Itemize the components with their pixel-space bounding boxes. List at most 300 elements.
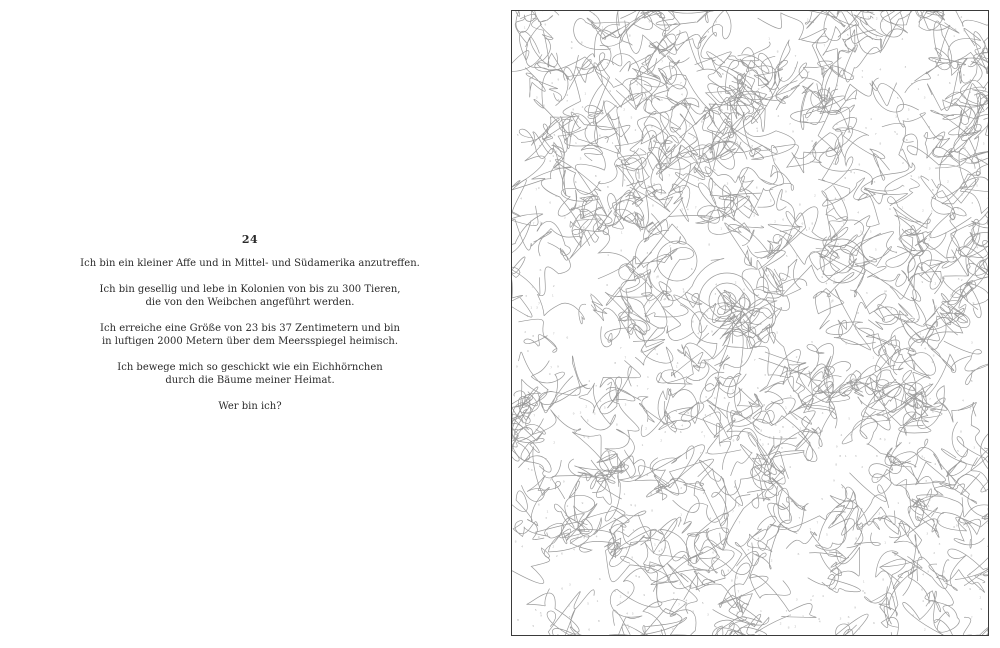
puzzle-region-number: 7 [655,275,658,280]
puzzle-region-number: 6 [537,502,540,507]
puzzle-region-number: 9 [743,606,746,611]
puzzle-region-number: 9 [974,57,977,62]
puzzle-region-number: 3 [810,340,813,345]
puzzle-region-number: 8 [809,151,812,156]
puzzle-region-number: 9 [969,586,972,591]
puzzle-region-number: 4 [755,126,758,131]
puzzle-region-number: 6 [720,107,723,112]
puzzle-region-number: 7 [674,610,676,615]
puzzle-region-number: 4 [946,194,948,199]
puzzle-region-number: 4 [757,536,760,541]
puzzle-region-number: 8 [857,310,860,315]
puzzle-region-number: 7 [566,98,569,103]
puzzle-region-number: 9 [821,275,824,280]
puzzle-region-number: 6 [679,430,682,435]
puzzle-region-number: 9 [630,502,633,507]
puzzle-region-line [825,117,869,190]
puzzle-region-number: 3 [796,528,799,533]
puzzle-region-number: 1 [710,119,713,124]
puzzle-region-number: 2 [947,179,949,184]
puzzle-region-number: 3 [536,305,538,310]
puzzle-region-number: 9 [972,300,975,305]
puzzle-region-number: 6 [568,257,571,262]
puzzle-region-number: 5 [769,198,772,203]
puzzle-region-number: 8 [904,425,906,430]
puzzle-region-number: 5 [826,532,828,537]
puzzle-region-line [676,11,731,69]
puzzle-region-number: 7 [806,118,809,122]
puzzle-region-number: 1 [666,422,669,427]
puzzle-region-number: 3 [741,359,744,364]
puzzle-region-number: 4 [675,21,678,26]
puzzle-region-number: 6 [615,197,618,202]
puzzle-region-number: 7 [595,384,598,388]
puzzle-region-number: 3 [973,445,976,450]
puzzle-region-number: 9 [528,410,531,415]
puzzle-region-number: 6 [767,545,770,550]
puzzle-region-line [691,312,732,372]
puzzle-region-number: 1 [931,360,934,365]
puzzle-region-number: 9 [767,524,770,529]
puzzle-region-number: 3 [970,340,973,345]
puzzle-region-number: 7 [809,527,812,532]
puzzle-region-number: 2 [781,99,784,104]
puzzle-region-number: 3 [636,171,639,175]
puzzle-region-number: 8 [970,379,973,383]
puzzle-region-number: 2 [906,13,909,18]
puzzle-region-number: 8 [622,527,625,532]
puzzle-region-number: 9 [883,289,886,294]
puzzle-region-line [740,165,794,207]
puzzle-region-number: 2 [795,354,798,359]
puzzle-region-number: 1 [606,61,609,66]
puzzle-region-number: 1 [596,599,599,603]
puzzle-region-number: 1 [953,34,956,39]
puzzle-region-number: 8 [962,73,965,77]
puzzle-region-number: 1 [768,36,771,41]
puzzle-region-number: 3 [847,269,849,274]
puzzle-region-number: 1 [827,197,830,202]
puzzle-region-number: 1 [767,498,770,502]
puzzle-region-number: 6 [588,627,591,632]
puzzle-region-number: 4 [840,432,843,437]
puzzle-region-number: 3 [707,29,710,34]
puzzle-region-number: 8 [905,138,908,143]
puzzle-region-number: 3 [746,143,749,148]
puzzle-region-number: 3 [878,511,881,516]
puzzle-region-number: 9 [540,613,543,618]
puzzle-region-number: 3 [854,454,857,459]
riddle-number: 24 [241,233,259,246]
puzzle-region-number: 7 [625,547,628,552]
puzzle-region-number: 5 [532,623,535,628]
puzzle-region-number: 6 [557,98,560,102]
puzzle-region-number: 9 [792,129,794,134]
puzzle-region-number: 1 [828,206,830,211]
puzzle-region-line [514,410,581,478]
puzzle-region-number: 2 [778,429,781,434]
puzzle-region-number: 7 [668,52,671,57]
puzzle-region-number: 4 [626,611,629,616]
puzzle-region-number: 3 [706,308,709,313]
puzzle-region-number: 2 [774,219,777,224]
puzzle-region-number: 5 [733,417,736,421]
puzzle-region-number: 9 [732,438,735,443]
puzzle-region-number: 2 [865,22,868,27]
puzzle-region-number: 5 [906,533,909,538]
puzzle-region-number: 8 [954,314,957,319]
puzzle-region-number: 4 [697,156,700,161]
puzzle-region-number: 3 [735,575,738,580]
puzzle-region-line [512,214,552,255]
puzzle-region-number: 4 [790,499,793,504]
puzzle-region-number: 3 [926,531,929,536]
puzzle-region-number: 8 [708,242,711,247]
puzzle-region-line [920,447,988,523]
puzzle-region-number: 2 [920,174,923,179]
puzzle-region-number: 7 [874,132,877,137]
puzzle-region-number: 7 [532,221,535,226]
puzzle-region-line [724,141,784,185]
puzzle-region-line [667,97,706,132]
puzzle-region-number: 1 [545,456,548,461]
puzzle-region-number: 2 [922,208,924,213]
puzzle-region-number: 9 [980,606,983,611]
puzzle-region-number: 6 [733,484,736,489]
puzzle-region-number: 8 [651,203,654,208]
puzzle-region-number: 3 [708,413,711,418]
puzzle-region-number: 1 [770,150,773,155]
puzzle-region-number: 4 [906,116,909,121]
puzzle-region-number: 2 [770,558,773,563]
puzzle-region-number: 9 [858,162,861,167]
puzzle-region-number: 8 [651,508,654,513]
puzzle-region-line [770,133,839,173]
puzzle-region-number: 8 [850,170,853,174]
puzzle-region-line [725,223,759,299]
puzzle-region-number: 8 [514,539,517,544]
puzzle-region-number: 9 [847,620,850,625]
puzzle-region-line [925,591,959,632]
puzzle-region-number: 6 [682,186,685,191]
puzzle-region-number: 8 [628,33,631,38]
puzzle-region-number: 7 [737,589,740,594]
puzzle-region-number: 3 [808,226,811,231]
puzzle-region-number: 2 [704,413,707,417]
puzzle-region-number: 1 [885,288,888,293]
puzzle-region-number: 8 [730,578,733,583]
puzzle-region-number: 9 [675,409,678,413]
puzzle-region-number: 3 [714,292,717,296]
puzzle-region-number: 1 [969,90,972,94]
puzzle-region-number: 1 [552,154,555,159]
puzzle-region-number: 8 [839,454,842,459]
puzzle-region-number: 8 [638,575,641,580]
puzzle-region-number: 9 [910,173,913,178]
puzzle-region-number: 3 [806,17,809,22]
puzzle-region-number: 9 [562,479,565,484]
puzzle-region-number: 9 [835,444,838,449]
puzzle-region-number: 2 [797,276,800,281]
puzzle-region-number: 1 [884,540,887,545]
puzzle-region-number: 8 [615,422,618,427]
puzzle-region-number: 3 [539,610,542,615]
puzzle-region-line [641,389,704,437]
puzzle-region-number: 4 [976,245,979,250]
puzzle-region-number: 8 [774,423,777,428]
riddle-line: die von den Weibchen angeführt werden. [145,297,355,308]
puzzle-region-number: 9 [835,122,838,126]
puzzle-region-line [712,486,728,545]
puzzle-region-number: 4 [521,544,524,549]
puzzle-region-number: 1 [530,305,533,310]
puzzle-region-number: 1 [643,566,646,571]
puzzle-region-number: 7 [747,548,750,553]
puzzle-region-number: 8 [918,237,921,242]
puzzle-region-number: 2 [933,551,936,556]
puzzle-region-number: 7 [753,358,756,363]
puzzle-region-number: 4 [913,544,916,549]
puzzle-region-number: 1 [919,331,922,336]
puzzle-region-number: 5 [942,297,945,302]
puzzle-region-number: 9 [711,190,714,195]
puzzle-region-number: 4 [742,63,745,67]
puzzle-region-number: 5 [531,284,534,289]
puzzle-region-number: 2 [949,293,952,298]
puzzle-region-number: 4 [680,518,683,523]
riddle-line: Wer bin ich? [218,401,282,412]
puzzle-region-number: 2 [634,127,637,132]
puzzle-region-number: 9 [609,89,612,93]
puzzle-region-number: 8 [882,577,885,582]
puzzle-region-number: 6 [582,225,585,230]
puzzle-region-number: 5 [701,600,704,605]
puzzle-region-number: 9 [937,519,940,523]
puzzle-region-number: 1 [601,25,604,30]
puzzle-region-number: 7 [970,615,973,620]
puzzle-region-number: 8 [594,174,597,179]
puzzle-region-number: 4 [960,15,963,20]
puzzle-region-number: 1 [844,453,847,458]
puzzle-region-line [847,229,897,297]
puzzle-region-number: 5 [689,102,692,106]
puzzle-region-number: 7 [898,233,901,238]
puzzle-region-number: 3 [751,143,754,148]
puzzle-region-number: 9 [872,417,875,422]
puzzle-region-number: 2 [660,438,663,443]
puzzle-region-number: 1 [748,110,751,114]
puzzle-region-number: 3 [557,414,560,419]
puzzle-region-number: 5 [785,254,788,259]
puzzle-region-number: 1 [838,321,841,326]
puzzle-region-number: 2 [734,280,737,285]
puzzle-region-number: 7 [915,333,918,338]
puzzle-region-line [752,503,797,537]
puzzle-region-number: 4 [841,485,844,490]
puzzle-region-number: 8 [835,462,838,467]
puzzle-swirl [699,273,755,329]
puzzle-region-number: 9 [537,535,540,540]
puzzle-region-number: 5 [693,294,696,299]
puzzle-region-number: 6 [561,551,563,556]
puzzle-region-number: 2 [584,212,587,217]
puzzle-region-number: 8 [730,108,733,113]
riddle-paragraph-1 [50,257,450,270]
puzzle-region-number: 5 [874,247,877,252]
puzzle-region-number: 9 [955,523,958,528]
puzzle-region-number: 9 [537,343,539,348]
puzzle-region-number: 9 [757,86,760,91]
puzzle-region-number: 7 [853,171,856,176]
puzzle-region-number: 2 [585,404,588,409]
puzzle-region-number: 1 [542,490,545,495]
puzzle-region-number: 4 [789,612,792,617]
puzzle-region-number: 1 [861,74,864,79]
puzzle-region-number: 1 [833,277,836,282]
puzzle-region-number: 3 [740,194,743,199]
puzzle-region-number: 7 [533,413,536,418]
puzzle-region-number: 2 [837,242,840,247]
puzzle-region-line [694,535,753,575]
puzzle-region-number: 1 [867,15,870,20]
puzzle-region-number: 3 [945,230,947,235]
puzzle-region-number: 1 [584,91,587,96]
puzzle-region-number: 7 [624,355,627,360]
puzzle-region-number: 4 [908,508,911,513]
puzzle-region-number: 9 [572,411,575,416]
puzzle-region-number: 4 [685,598,688,603]
puzzle-region-number: 9 [664,545,667,550]
puzzle-region-number: 6 [889,206,891,211]
puzzle-region-number: 8 [767,273,770,278]
puzzle-region-number: 4 [551,81,553,85]
puzzle-region-number: 7 [965,213,968,218]
puzzle-region-line [876,551,923,627]
puzzle-region-number: 3 [624,402,627,407]
puzzle-region-number: 5 [636,212,639,217]
puzzle-region-number: 3 [746,430,749,435]
puzzle-region-number: 3 [761,442,764,447]
puzzle-region-number: 1 [632,528,635,533]
puzzle-region-line [698,185,773,220]
puzzle-region-number: 1 [641,443,644,448]
puzzle-region-number: 8 [879,141,882,146]
puzzle-region-number: 3 [971,201,974,206]
puzzle-region-number: 4 [901,37,904,42]
puzzle-region-number: 4 [929,573,932,578]
puzzle-region-number: 9 [537,186,540,191]
puzzle-region-number: 5 [821,496,824,501]
puzzle-region-number: 2 [890,306,893,311]
puzzle-region-number: 4 [777,114,780,118]
puzzle-region-number: 2 [679,581,682,586]
puzzle-region-line [767,213,805,258]
riddle-line: durch die Bäume meiner Heimat. [165,375,335,386]
puzzle-region-number: 9 [557,77,560,82]
puzzle-region-number: 7 [759,437,762,442]
puzzle-region-number: 4 [924,346,927,351]
puzzle-region-line [527,586,595,635]
riddle-line: in luftigen 2000 Metern über dem Meersspiegel heimisch. [101,336,399,347]
puzzle-region-number: 5 [713,168,716,173]
puzzle-region-number: 8 [592,69,595,74]
puzzle-region-number: 7 [794,54,797,58]
puzzle-region-number: 5 [648,232,651,237]
puzzle-region-number: 7 [842,221,845,226]
puzzle-region-number: 1 [928,237,931,242]
puzzle-region-number: 1 [627,622,629,627]
puzzle-region-line [943,531,988,592]
puzzle-region-line [659,56,689,89]
puzzle-region-number: 1 [611,140,614,145]
puzzle-region-number: 7 [816,520,819,525]
puzzle-region-number: 2 [876,477,879,482]
puzzle-region-number: 6 [660,547,663,552]
puzzle-region-number: 1 [720,226,723,231]
puzzle-region-number: 6 [781,487,784,492]
puzzle-region-number: 8 [721,71,724,76]
puzzle-region-number: 1 [783,379,786,384]
puzzle-region-number: 6 [921,587,924,592]
puzzle-region-line [519,319,557,352]
puzzle-region-number: 6 [829,306,832,311]
puzzle-region-number: 5 [516,133,519,138]
puzzle-region-number: 7 [732,509,734,514]
puzzle-region-number: 4 [825,281,828,286]
puzzle-region-number: 8 [923,134,926,138]
puzzle-region-number: 6 [810,598,813,602]
puzzle-region-number: 6 [576,119,579,124]
puzzle-region-number: 9 [711,329,713,334]
puzzle-region-number: 6 [543,103,545,108]
puzzle-region-number: 3 [930,209,933,214]
puzzle-region-line [605,306,647,341]
puzzle-region-number: 4 [572,547,575,552]
puzzle-region-number: 8 [782,277,784,281]
puzzle-region-number: 3 [715,554,718,559]
puzzle-region-number: 1 [680,512,683,517]
riddle-paragraph-2 [50,283,450,309]
puzzle-region-number: 1 [551,293,554,298]
riddle-paragraph-4 [50,361,450,387]
puzzle-region-number: 6 [691,319,694,324]
puzzle-region-number: 1 [678,147,681,152]
puzzle-region-number: 9 [620,248,623,253]
puzzle-region-number: 7 [923,456,926,461]
puzzle-region-number: 6 [962,144,965,149]
puzzle-region-line [585,113,639,161]
puzzle-region-number: 5 [896,95,899,100]
riddle-text-block [50,233,450,426]
puzzle-region-number: 9 [648,19,651,24]
puzzle-region-number: 7 [789,122,791,127]
puzzle-region-number: 7 [661,59,664,64]
puzzle-region-number: 7 [550,365,553,370]
puzzle-region-number: 3 [847,130,850,135]
puzzle-region-number: 1 [724,209,726,214]
puzzle-region-number: 4 [720,58,723,62]
puzzle-region-number: 7 [798,516,801,520]
puzzle-region-line [579,511,646,537]
puzzle-region-number: 3 [745,64,748,69]
puzzle-region-number: 5 [707,358,710,363]
puzzle-region-number: 7 [947,105,949,110]
puzzle-region-number: 9 [854,605,857,610]
puzzle-region-number: 5 [587,601,590,606]
puzzle-region-number: 1 [961,192,963,197]
puzzle-region-number: 2 [607,208,610,213]
puzzle-region-number: 9 [642,96,645,101]
